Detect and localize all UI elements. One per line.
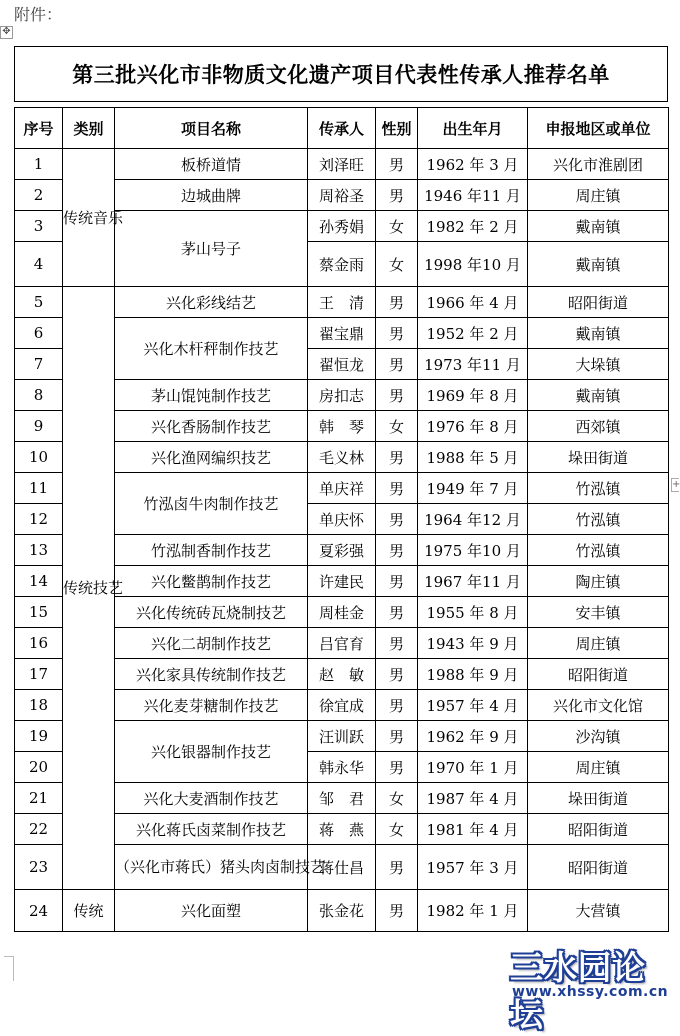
unit-cell: 昭阳街道: [528, 287, 669, 318]
sex-cell: 男: [376, 890, 418, 932]
inheritor-cell: 翟宝鼎: [308, 318, 376, 349]
project-cell: 兴化香肠制作技艺: [115, 411, 308, 442]
unit-cell: 竹泓镇: [528, 535, 669, 566]
birth-cell: 1946 年11 月: [418, 180, 528, 211]
inheritor-cell: 吕官育: [308, 628, 376, 659]
inheritor-cell: 周桂金: [308, 597, 376, 628]
birth-cell: 1976 年 8 月: [418, 411, 528, 442]
project-cell: 兴化二胡制作技艺: [115, 628, 308, 659]
row-no: 16: [15, 628, 63, 659]
project-cell: 兴化大麦酒制作技艺: [115, 783, 308, 814]
project-cell: 茅山馄饨制作技艺: [115, 380, 308, 411]
project-cell: 兴化鳖鹊制作技艺: [115, 566, 308, 597]
unit-cell: 陶庄镇: [528, 566, 669, 597]
row-no: 12: [15, 504, 63, 535]
col-header-birth: 出生年月: [418, 108, 528, 149]
table-row: [15, 287, 669, 318]
birth-cell: 1969 年 8 月: [418, 380, 528, 411]
row-no: 15: [15, 597, 63, 628]
inheritor-cell: 许建民: [308, 566, 376, 597]
page-corner-marker: [4, 956, 14, 981]
sex-cell: 男: [376, 628, 418, 659]
category-cell-third: 传统: [63, 890, 115, 932]
sex-cell: 男: [376, 752, 418, 783]
inheritor-cell: 张金花: [308, 890, 376, 932]
birth-cell: 1988 年 9 月: [418, 659, 528, 690]
unit-cell: 戴南镇: [528, 318, 669, 349]
inheritor-cell: 刘泽旺: [308, 149, 376, 180]
row-no: 9: [15, 411, 63, 442]
row-no: 18: [15, 690, 63, 721]
category-cell-music: 传统音乐: [63, 149, 115, 287]
unit-cell: 沙沟镇: [528, 721, 669, 752]
unit-cell: 安丰镇: [528, 597, 669, 628]
category-cell-skills: 传统技艺: [63, 287, 115, 890]
row-no: 5: [15, 287, 63, 318]
nominee-table: [14, 107, 669, 932]
row-no: 7: [15, 349, 63, 380]
project-cell: 兴化蒋氏卤菜制作技艺: [115, 814, 308, 845]
row-no: 3: [15, 211, 63, 242]
site-watermark: [506, 942, 678, 1034]
birth-cell: 1988 年 5 月: [418, 442, 528, 473]
project-cell: 兴化面塑: [115, 890, 308, 932]
sex-cell: 男: [376, 721, 418, 752]
sex-cell: 男: [376, 535, 418, 566]
row-no: 21: [15, 783, 63, 814]
col-header-category: 类别: [63, 108, 115, 149]
unit-cell: 竹泓镇: [528, 473, 669, 504]
row-no: 10: [15, 442, 63, 473]
unit-cell: 垛田街道: [528, 783, 669, 814]
row-no: 2: [15, 180, 63, 211]
unit-cell: 戴南镇: [528, 380, 669, 411]
project-cell: （兴化市蒋氏）猪头肉卤制技艺: [115, 845, 308, 890]
project-cell: 兴化渔网编织技艺: [115, 442, 308, 473]
row-no: 13: [15, 535, 63, 566]
row-no: 11: [15, 473, 63, 504]
watermark-brand: 三水园论坛: [510, 948, 646, 1034]
row-no: 17: [15, 659, 63, 690]
project-cell: 兴化彩线结艺: [115, 287, 308, 318]
unit-cell: 大垛镇: [528, 349, 669, 380]
inheritor-cell: 蔡金雨: [308, 242, 376, 287]
inheritor-cell: 毛义林: [308, 442, 376, 473]
project-cell: 竹泓制香制作技艺: [115, 535, 308, 566]
row-no: 6: [15, 318, 63, 349]
inheritor-cell: 邹 君: [308, 783, 376, 814]
inheritor-cell: 韩永华: [308, 752, 376, 783]
birth-cell: 1962 年 9 月: [418, 721, 528, 752]
project-cell: 兴化银器制作技艺: [115, 721, 308, 783]
table-header-row: [15, 108, 669, 149]
inheritor-cell: 周裕圣: [308, 180, 376, 211]
table-row: [15, 890, 669, 932]
sex-cell: 男: [376, 690, 418, 721]
sex-cell: 女: [376, 242, 418, 287]
birth-cell: 1957 年 3 月: [418, 845, 528, 890]
birth-cell: 1982 年 1 月: [418, 890, 528, 932]
birth-cell: 1955 年 8 月: [418, 597, 528, 628]
inheritor-cell: 房扣志: [308, 380, 376, 411]
sex-cell: 男: [376, 149, 418, 180]
inheritor-cell: 夏彩强: [308, 535, 376, 566]
inheritor-cell: 单庆祥: [308, 473, 376, 504]
sex-cell: 女: [376, 783, 418, 814]
unit-cell: 竹泓镇: [528, 504, 669, 535]
sex-cell: 男: [376, 504, 418, 535]
sex-cell: 男: [376, 566, 418, 597]
unit-cell: 西郊镇: [528, 411, 669, 442]
row-no: 20: [15, 752, 63, 783]
unit-cell: 兴化市文化馆: [528, 690, 669, 721]
sex-cell: 男: [376, 180, 418, 211]
birth-cell: 1957 年 4 月: [418, 690, 528, 721]
sex-cell: 女: [376, 814, 418, 845]
document-title: 第三批兴化市非物质文化遗产项目代表性传承人推荐名单: [14, 46, 668, 102]
sex-cell: 男: [376, 380, 418, 411]
sex-cell: 男: [376, 473, 418, 504]
project-cell: 兴化木杆秤制作技艺: [115, 318, 308, 380]
col-header-no: 序号: [15, 108, 63, 149]
project-cell: 竹泓卤牛肉制作技艺: [115, 473, 308, 535]
col-header-sex: 性别: [376, 108, 418, 149]
inheritor-cell: 赵 敏: [308, 659, 376, 690]
birth-cell: 1949 年 7 月: [418, 473, 528, 504]
sex-cell: 男: [376, 318, 418, 349]
project-cell: 板桥道情: [115, 149, 308, 180]
birth-cell: 1970 年 1 月: [418, 752, 528, 783]
add-column-handle-icon[interactable]: +: [672, 479, 680, 490]
attachment-label: 附件：: [14, 5, 63, 24]
sex-cell: 男: [376, 659, 418, 690]
inheritor-cell: 蒋仕昌: [308, 845, 376, 890]
project-cell: 兴化传统砖瓦烧制技艺: [115, 597, 308, 628]
birth-cell: 1943 年 9 月: [418, 628, 528, 659]
row-no: 24: [15, 890, 63, 932]
unit-cell: 周庄镇: [528, 752, 669, 783]
unit-cell: 垛田街道: [528, 442, 669, 473]
row-no: 1: [15, 149, 63, 180]
birth-cell: 1981 年 4 月: [418, 814, 528, 845]
project-cell: 兴化麦芽糖制作技艺: [115, 690, 308, 721]
inheritor-cell: 单庆怀: [308, 504, 376, 535]
col-header-project: 项目名称: [115, 108, 308, 149]
unit-cell: 兴化市淮剧团: [528, 149, 669, 180]
unit-cell: 昭阳街道: [528, 814, 669, 845]
birth-cell: 1966 年 4 月: [418, 287, 528, 318]
birth-cell: 1973 年11 月: [418, 349, 528, 380]
birth-cell: 1982 年 2 月: [418, 211, 528, 242]
project-cell: 兴化家具传统制作技艺: [115, 659, 308, 690]
birth-cell: 1964 年12 月: [418, 504, 528, 535]
sex-cell: 男: [376, 287, 418, 318]
unit-cell: 周庄镇: [528, 180, 669, 211]
table-move-handle-icon[interactable]: ✥: [0, 26, 13, 39]
row-no: 23: [15, 845, 63, 890]
project-cell: 茅山号子: [115, 211, 308, 287]
birth-cell: 1998 年10 月: [418, 242, 528, 287]
sex-cell: 男: [376, 845, 418, 890]
col-header-unit: 申报地区或单位: [528, 108, 669, 149]
unit-cell: 戴南镇: [528, 242, 669, 287]
inheritor-cell: 韩 琴: [308, 411, 376, 442]
birth-cell: 1952 年 2 月: [418, 318, 528, 349]
inheritor-cell: 汪训跃: [308, 721, 376, 752]
inheritor-cell: 翟恒龙: [308, 349, 376, 380]
row-no: 19: [15, 721, 63, 752]
col-header-inheritor: 传承人: [308, 108, 376, 149]
birth-cell: 1975 年10 月: [418, 535, 528, 566]
sex-cell: 男: [376, 349, 418, 380]
sex-cell: 男: [376, 442, 418, 473]
project-cell: 边城曲牌: [115, 180, 308, 211]
row-no: 4: [15, 242, 63, 287]
inheritor-cell: 徐宜成: [308, 690, 376, 721]
unit-cell: 周庄镇: [528, 628, 669, 659]
unit-cell: 戴南镇: [528, 211, 669, 242]
birth-cell: 1987 年 4 月: [418, 783, 528, 814]
unit-cell: 大营镇: [528, 890, 669, 932]
sex-cell: 女: [376, 411, 418, 442]
birth-cell: 1967 年11 月: [418, 566, 528, 597]
row-no: 14: [15, 566, 63, 597]
row-no: 22: [15, 814, 63, 845]
inheritor-cell: 王 清: [308, 287, 376, 318]
watermark-url: www.xhssy.com.cn: [512, 984, 669, 1000]
sex-cell: 女: [376, 211, 418, 242]
unit-cell: 昭阳街道: [528, 659, 669, 690]
inheritor-cell: 蒋 燕: [308, 814, 376, 845]
birth-cell: 1962 年 3 月: [418, 149, 528, 180]
sex-cell: 男: [376, 597, 418, 628]
row-no: 8: [15, 380, 63, 411]
inheritor-cell: 孙秀娟: [308, 211, 376, 242]
unit-cell: 昭阳街道: [528, 845, 669, 890]
table-row: [15, 149, 669, 180]
